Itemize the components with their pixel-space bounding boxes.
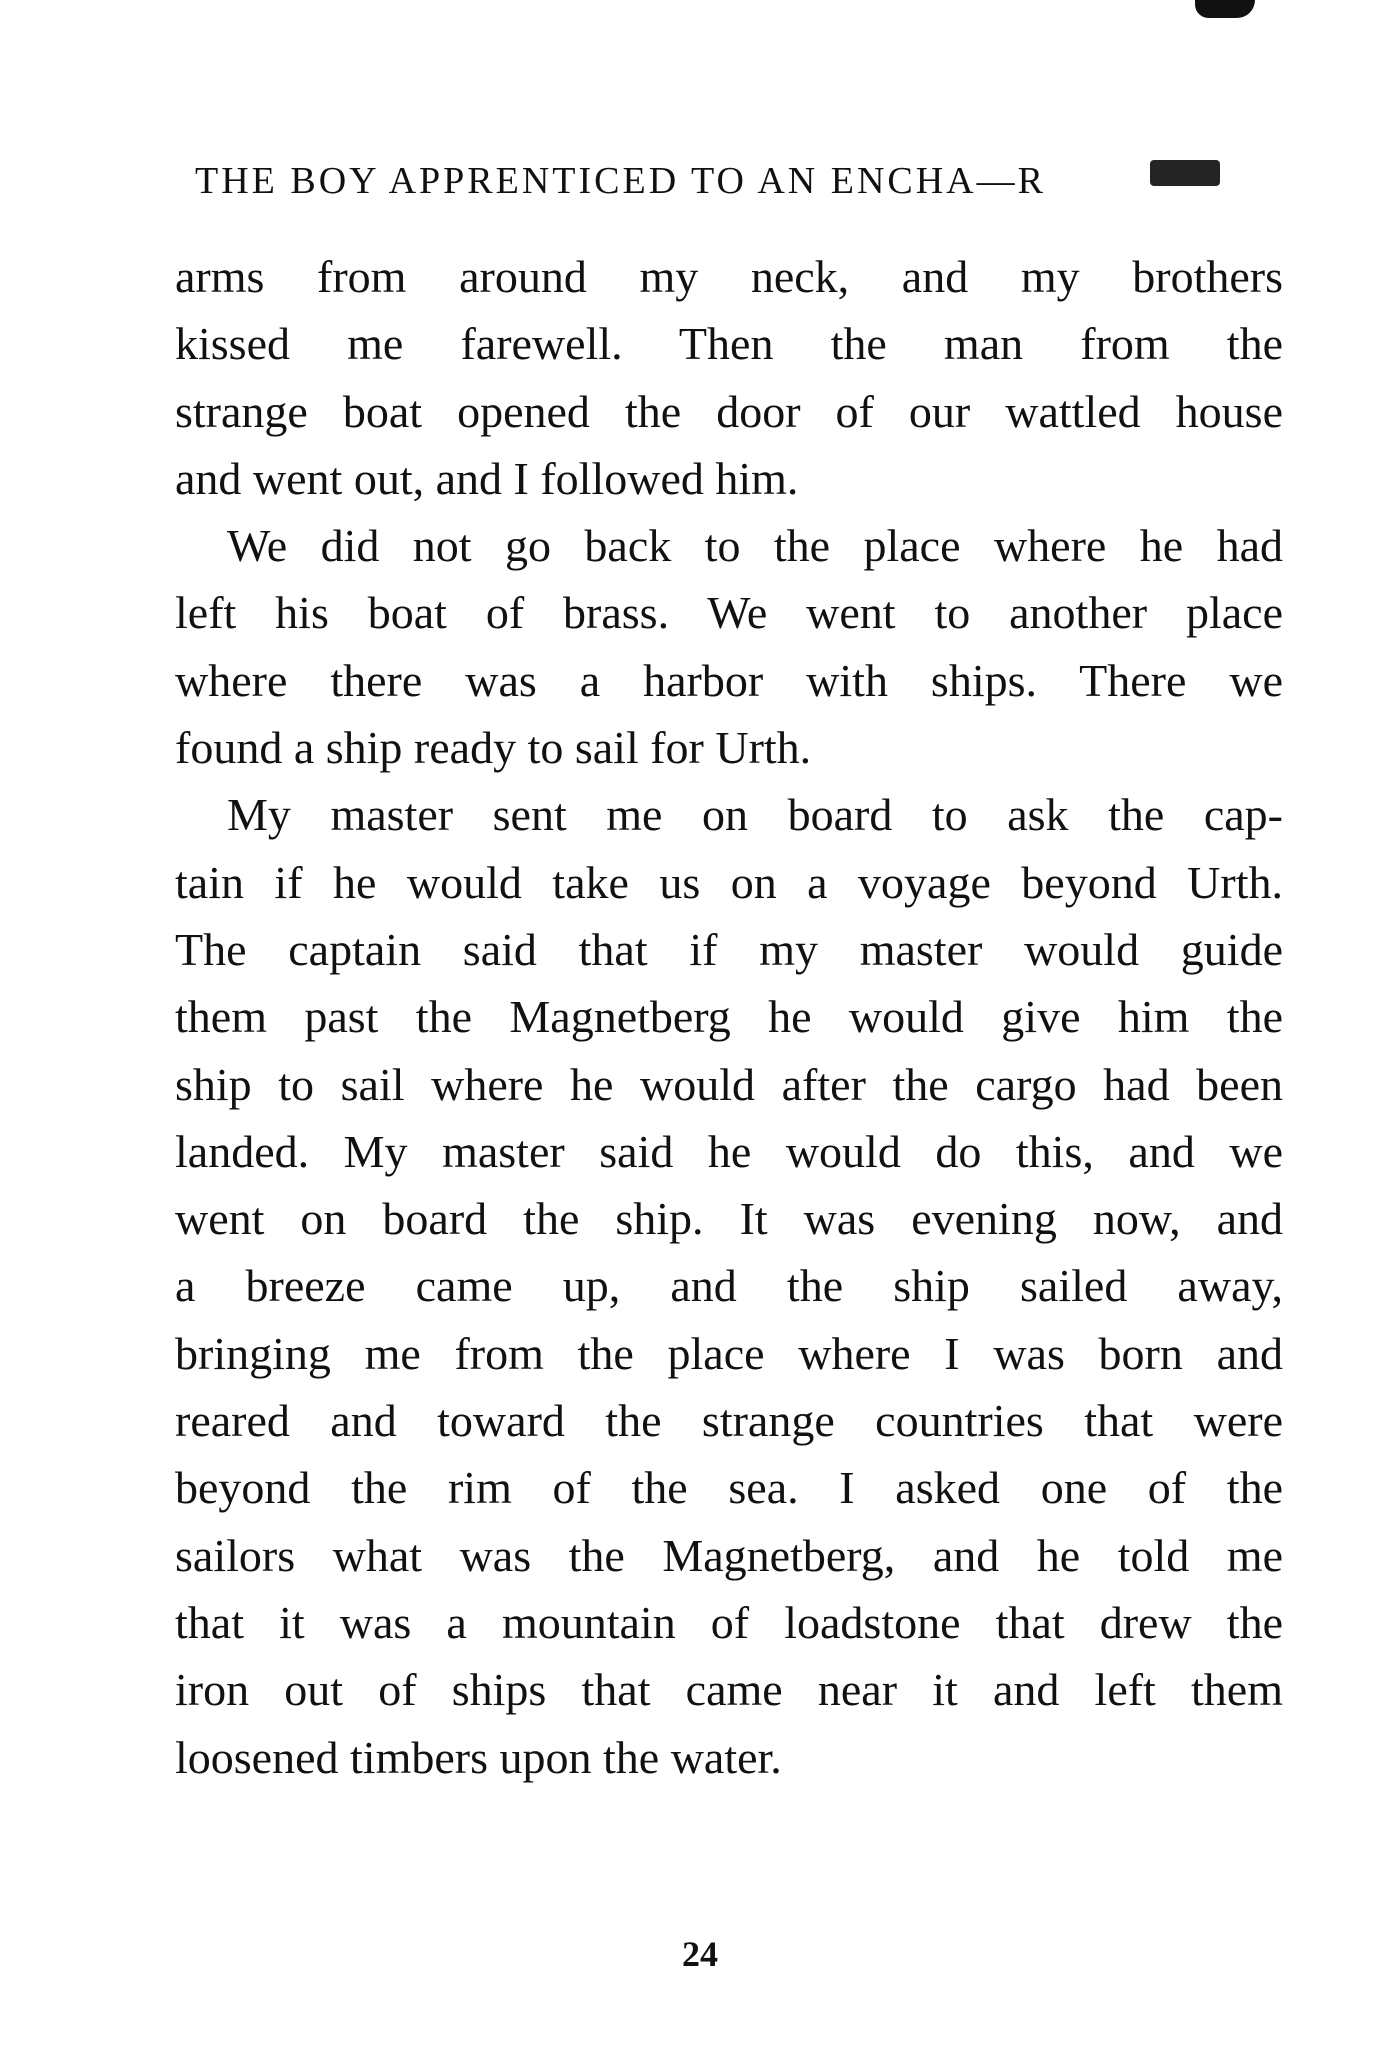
- text-line: ship to sail where he would after the cargo had been: [175, 1058, 1283, 1110]
- text-line: them past the Magnetberg he would give him the: [175, 991, 1283, 1043]
- running-head: THE BOY APPRENTICED TO AN ENCHA—R: [195, 160, 1046, 202]
- text-line: went on board the ship. It was evening now, and: [175, 1193, 1283, 1245]
- text-line: bringing me from the place where I was born and: [175, 1327, 1283, 1379]
- text-line: iron out of ships that came near it and left them: [175, 1664, 1283, 1716]
- text-line: reared and toward the strange countries that were: [175, 1395, 1283, 1447]
- text-line: landed. My master said he would do this, and we: [175, 1125, 1283, 1177]
- text-line: arms from around my neck, and my brothers: [175, 251, 1283, 302]
- body-text: [175, 243, 1283, 1791]
- text-line: tain if he would take us on a voyage beyond Urth.: [175, 856, 1283, 908]
- text-line: The captain said that if my master would guide: [175, 923, 1283, 975]
- text-line: loosened timbers upon the water.: [175, 1731, 782, 1783]
- text-line: My master sent me on board to ask the cap-: [227, 789, 1283, 841]
- text-line: left his boat of brass. We went to another place: [175, 587, 1283, 639]
- text-line: and went out, and I followed him.: [175, 452, 799, 504]
- text-line: strange boat opened the door of our wattled house: [175, 385, 1283, 437]
- text-line: beyond the rim of the sea. I asked one of the: [175, 1462, 1283, 1514]
- ink-smudge-decoration: [1150, 160, 1220, 186]
- text-line: where there was a harbor with ships. There we: [175, 654, 1283, 706]
- text-line: We did not go back to the place where he had: [227, 520, 1283, 572]
- text-line: kissed me farewell. Then the man from the: [175, 318, 1283, 370]
- page-number: 24: [682, 1934, 718, 1974]
- text-line: found a ship ready to sail for Urth.: [175, 722, 812, 774]
- text-line: that it was a mountain of loadstone that drew the: [175, 1596, 1283, 1648]
- text-line: a breeze came up, and the ship sailed away,: [175, 1260, 1283, 1312]
- text-line: sailors what was the Magnetberg, and he told me: [175, 1529, 1283, 1581]
- ink-blot-decoration: [1195, 0, 1255, 18]
